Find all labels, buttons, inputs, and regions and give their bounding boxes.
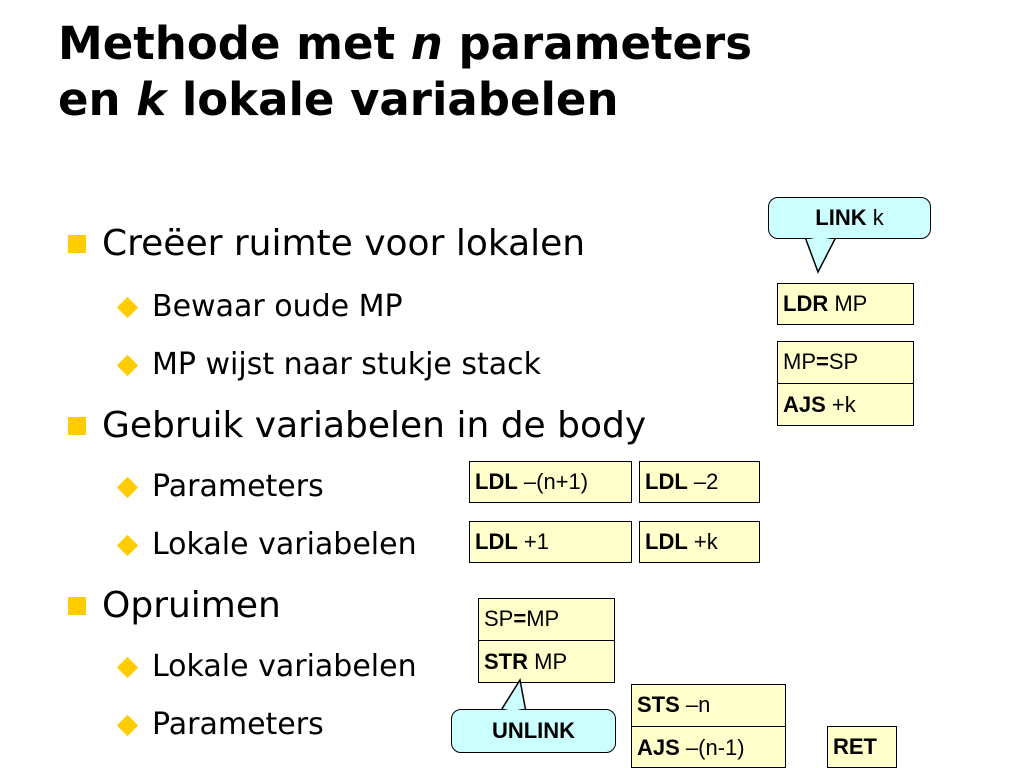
slide-title bbox=[58, 16, 998, 128]
instr-ldl-plusk: LDL +k bbox=[639, 521, 760, 563]
instr-ldr-mp: LDR MP bbox=[777, 283, 914, 325]
instr-str-mp: STR MP bbox=[484, 649, 568, 674]
instr-group-mp-sp bbox=[777, 341, 914, 426]
instr-ldl-n1: LDL –(n+1) bbox=[469, 461, 632, 503]
instr-sts-n: STS –n bbox=[637, 692, 711, 717]
diamond-bullet-icon bbox=[117, 355, 138, 376]
square-bullet-icon bbox=[68, 235, 86, 253]
instr-ajs-k: AJS +k bbox=[783, 392, 856, 417]
instr-group-sp-mp bbox=[478, 598, 615, 683]
link-callout: LINK k bbox=[768, 197, 931, 239]
square-bullet-icon bbox=[68, 417, 86, 435]
title-var-k: k bbox=[136, 73, 167, 126]
title-var-n: n bbox=[410, 17, 443, 70]
instr-group-sts bbox=[631, 684, 786, 768]
title-line-1: Methode met n parameters bbox=[58, 17, 753, 70]
instr-ldl-minus2: LDL –2 bbox=[639, 461, 760, 503]
diamond-bullet-icon bbox=[117, 715, 138, 736]
instr-ret: RET bbox=[827, 726, 897, 768]
unlink-callout: UNLINK bbox=[451, 709, 616, 753]
instr-ldl-plus1: LDL +1 bbox=[469, 521, 632, 563]
title-line-2: en k lokale variabelen bbox=[58, 73, 619, 126]
diamond-bullet-icon bbox=[117, 657, 138, 678]
diamond-bullet-icon bbox=[117, 297, 138, 318]
diamond-bullet-icon bbox=[117, 535, 138, 556]
square-bullet-icon bbox=[68, 597, 86, 615]
instr-ajs-n1: AJS –(n-1) bbox=[637, 735, 745, 760]
instr-mp-eq-sp: MP=SP bbox=[783, 349, 859, 374]
instr-sp-eq-mp: SP=MP bbox=[484, 606, 560, 631]
diamond-bullet-icon bbox=[117, 477, 138, 498]
